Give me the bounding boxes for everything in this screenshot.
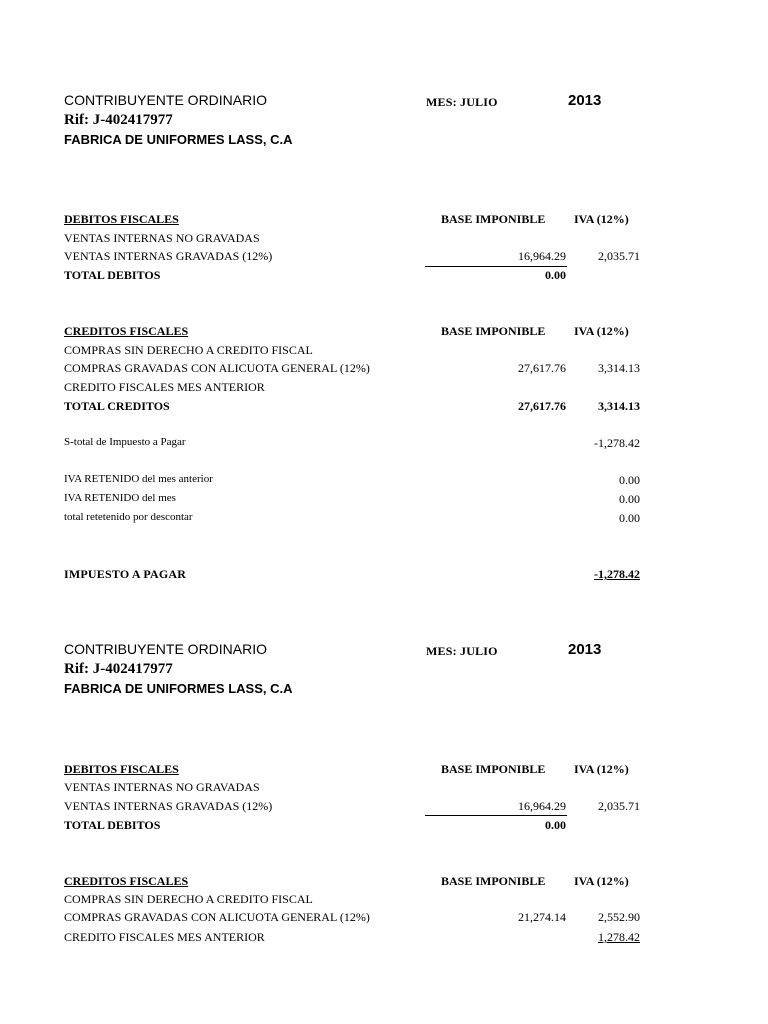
- month-label: MES: JULIO: [426, 644, 498, 658]
- debitos-header: DEBITOS FISCALES: [64, 212, 179, 226]
- subtotal-label: S-total de Impuesto a Pagar: [64, 436, 186, 448]
- debitos-divider: [425, 815, 567, 816]
- year-label: 2013: [568, 641, 602, 658]
- rif-label: Rif: J-402417977: [64, 661, 173, 677]
- creditos-gravadas-iva: 2,552.90: [598, 910, 640, 924]
- creditos-header: CREDITOS FISCALES: [64, 324, 189, 338]
- creditos-gravadas-iva: 3,314.13: [598, 361, 640, 375]
- col-base-imponible: BASE IMPONIBLE: [441, 874, 546, 888]
- creditos-row-gravadas: COMPRAS GRAVADAS CON ALICUOTA GENERAL (12%): [64, 910, 370, 924]
- col-base-imponible: BASE IMPONIBLE: [441, 762, 546, 776]
- retenido-anterior-label: IVA RETENIDO del mes anterior: [64, 473, 213, 485]
- debitos-row-no-gravadas: VENTAS INTERNAS NO GRAVADAS: [64, 231, 260, 245]
- total-creditos-iva: 3,314.13: [598, 399, 640, 413]
- total-debitos-label: TOTAL DEBITOS: [64, 818, 161, 832]
- company-name: FABRICA DE UNIFORMES LASS, C.A: [64, 132, 293, 147]
- creditos-gravadas-base: 27,617.76: [518, 361, 566, 375]
- col-iva: IVA (12%): [574, 874, 629, 888]
- creditos-mes-anterior-iva: 1,278.42: [598, 930, 640, 944]
- creditos-row-sin-derecho: COMPRAS SIN DERECHO A CREDITO FISCAL: [64, 343, 313, 357]
- col-base-imponible: BASE IMPONIBLE: [441, 324, 546, 338]
- total-creditos-base: 27,617.76: [518, 399, 566, 413]
- retenido-anterior-value: 0.00: [619, 473, 640, 487]
- creditos-row-gravadas: COMPRAS GRAVADAS CON ALICUOTA GENERAL (12%): [64, 361, 370, 375]
- debitos-gravadas-iva: 2,035.71: [598, 799, 640, 813]
- creditos-row-mes-anterior: CREDITO FISCALES MES ANTERIOR: [64, 380, 265, 394]
- taxpayer-type: CONTRIBUYENTE ORDINARIO: [64, 92, 268, 108]
- year-label: 2013: [568, 92, 602, 109]
- creditos-row-mes-anterior: CREDITO FISCALES MES ANTERIOR: [64, 930, 265, 944]
- total-creditos-label: TOTAL CREDITOS: [64, 399, 170, 413]
- month-label: MES: JULIO: [426, 95, 498, 109]
- debitos-row-no-gravadas: VENTAS INTERNAS NO GRAVADAS: [64, 780, 260, 794]
- taxpayer-type: CONTRIBUYENTE ORDINARIO: [64, 641, 268, 657]
- col-iva: IVA (12%): [574, 212, 629, 226]
- subtotal-value: -1,278.42: [594, 436, 640, 450]
- impuesto-label: IMPUESTO A PAGAR: [64, 567, 187, 581]
- debitos-gravadas-base: 16,964.29: [518, 799, 566, 813]
- retenido-total-label: total retetenido por descontar: [64, 511, 193, 523]
- total-debitos-base: 0.00: [545, 818, 566, 832]
- debitos-gravadas-iva: 2,035.71: [598, 249, 640, 263]
- total-debitos-label: TOTAL DEBITOS: [64, 268, 161, 282]
- creditos-header: CREDITOS FISCALES: [64, 874, 189, 888]
- company-name: FABRICA DE UNIFORMES LASS, C.A: [64, 681, 293, 696]
- impuesto-value: -1,278.42: [594, 567, 640, 581]
- retenido-mes-value: 0.00: [619, 492, 640, 506]
- debitos-row-gravadas: VENTAS INTERNAS GRAVADAS (12%): [64, 249, 273, 263]
- col-iva: IVA (12%): [574, 324, 629, 338]
- debitos-row-gravadas: VENTAS INTERNAS GRAVADAS (12%): [64, 799, 273, 813]
- retenido-mes-label: IVA RETENIDO del mes: [64, 492, 176, 504]
- debitos-header: DEBITOS FISCALES: [64, 762, 179, 776]
- col-base-imponible: BASE IMPONIBLE: [441, 212, 546, 226]
- creditos-row-sin-derecho: COMPRAS SIN DERECHO A CREDITO FISCAL: [64, 892, 313, 906]
- creditos-gravadas-base: 21,274.14: [518, 910, 566, 924]
- debitos-gravadas-base: 16,964.29: [518, 249, 566, 263]
- rif-label: Rif: J-402417977: [64, 112, 173, 128]
- col-iva: IVA (12%): [574, 762, 629, 776]
- retenido-total-value: 0.00: [619, 511, 640, 525]
- debitos-divider: [425, 266, 567, 267]
- total-debitos-base: 0.00: [545, 268, 566, 282]
